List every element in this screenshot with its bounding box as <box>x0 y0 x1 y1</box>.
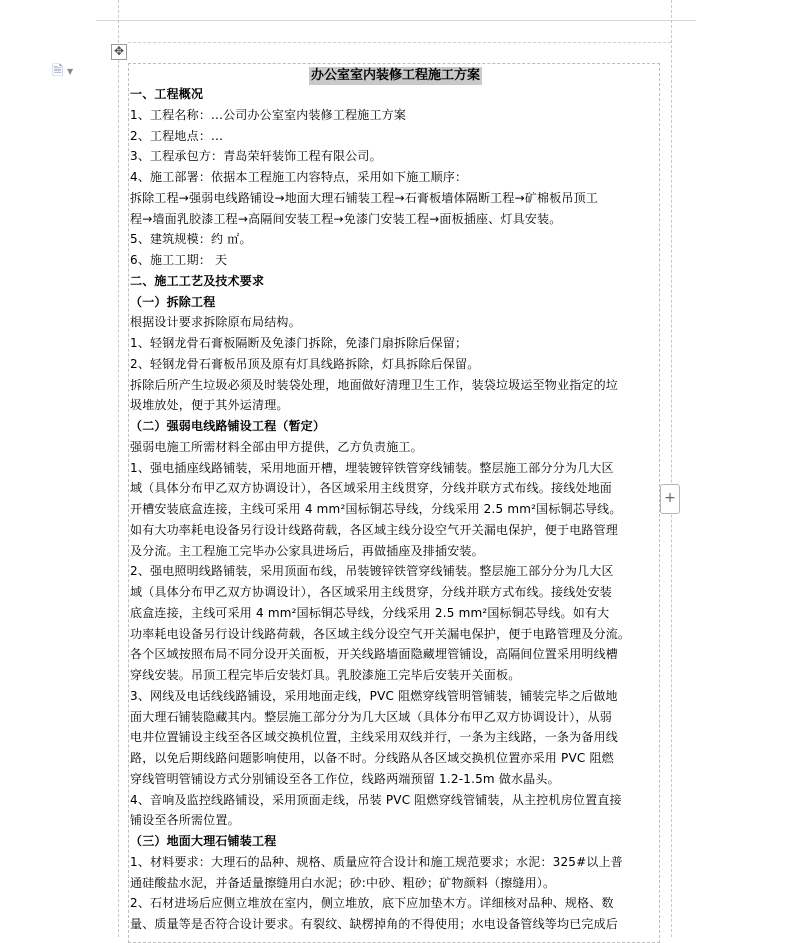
paragraph-line: 1、轻钢龙骨石膏板隔断及免漆门拆除，免漆门扇拆除后保留； <box>130 336 468 350</box>
paragraph-line: 各个区域按照布局不同分设开关面板，开关线路墙面隐藏埋管铺设，高隔间位置采用明线槽 <box>130 647 619 662</box>
paragraph-line: 功率耗电设备另行设计线路荷载，各区域主线分设空气开关漏电保护，便于电路管理及分流。 <box>130 626 631 641</box>
paragraph-line: 2、工程地点：... <box>130 128 224 143</box>
paragraph-line: 拆除后所产生垃圾必须及时装袋处理，地面做好清理卫生工作，装袋垃圾运至物业指定的垃 <box>130 377 619 392</box>
paragraph-line: 1、强电插座线路铺装，采用地面开槽，埋装镀锌铁管穿线铺装。整层施工部分分为几大区 <box>130 460 614 475</box>
paragraph-line: 2、石材进场后应侧立堆放在室内，侧立堆放，底下应加垫木方。详细核对品种、规格、数 <box>130 896 614 911</box>
paragraph-line: 6、施工工期： 天 <box>130 253 228 267</box>
add-row-button[interactable]: + <box>660 484 680 514</box>
paragraph-line: 开槽安装底盒连接，主线可采用 4 mm²国标铜芯导线，分线采用 2.5 mm²国标铜芯导线。 <box>130 502 622 516</box>
paragraph-line: 4、音响及监控线路铺设，采用顶面走线，吊装 PVC 阻燃穿线管铺装，从主控机房位置直接 <box>130 792 622 807</box>
section-heading: （二）强弱电线路铺设工程（暂定） <box>130 419 326 433</box>
paragraph-line: 3、网线及电话线线路铺设，采用地面走线，PVC 阻燃穿线管明管铺装，铺装完毕之后做地 <box>130 688 618 703</box>
paragraph-line: 域（具体分布甲乙双方协调设计），各区域采用主线贯穿，分线并联方式布线。接线处安装 <box>130 585 613 599</box>
document-body[interactable] <box>130 63 661 935</box>
section-heading: （三）地面大理石铺装工程 <box>130 834 277 848</box>
paragraph-line: 4、施工部署：依据本工程施工内容特点，采用如下施工顺序： <box>130 170 468 184</box>
paragraph-line: 通硅酸盐水泥，并备适量擦缝用白水泥；砂:中砂、粗砂；矿物颜料（擦缝用）。 <box>130 875 556 890</box>
section-heading: 一、工程概况 <box>130 87 204 101</box>
document-icon: 🗎 <box>52 63 64 79</box>
document-outline-button[interactable] <box>52 63 74 79</box>
paragraph-line: 5、建筑规模：约 ㎡。 <box>130 232 252 247</box>
section-heading: （一）拆除工程 <box>130 294 216 309</box>
page-margin-left <box>118 0 119 937</box>
paragraph-line: 穿线管明管铺设方式分别铺设至各工作位，线路两端预留 1.2-1.5m 做水晶头。 <box>130 771 560 786</box>
paragraph-line: 拆除工程→强弱电线路铺设→地面大理石铺装工程→石膏板墙体隔断工程→矿棉板吊顶工 <box>130 190 599 205</box>
chevron-down-icon: ▼ <box>67 67 74 76</box>
paragraph-line: 程→墙面乳胶漆工程→高隔间安装工程→免漆门安装工程→面板插座、灯具安装。 <box>130 211 562 226</box>
paragraph-line: 底盒连接，主线可采用 4 mm²国标铜芯导线，分线采用 2.5 mm²国标铜芯导线。如有大 <box>130 605 610 620</box>
paragraph-line: 圾堆放处，便于其外运清理。 <box>130 398 289 413</box>
paragraph-line: 穿线安装。吊顶工程完毕后安装灯具。乳胶漆施工完毕后安装开关面板。 <box>130 668 521 682</box>
paragraph-line: 域（具体分布甲乙双方协调设计），各区域采用主线贯穿，分线并联方式布线。接线处地面 <box>130 481 613 496</box>
paragraph-line: 铺设至各所需位置。 <box>130 813 240 828</box>
paragraph-line: 如有大功率耗电设备另行设计线路荷载，各区域主线分设空气开关漏电保护，便于电路管理 <box>130 522 619 537</box>
paragraph-line: 根据设计要求拆除原布局结构。 <box>130 315 301 330</box>
paragraph-line: 及分流。主工程施工完毕办公家具进场后，再做插座及排插安装。 <box>130 543 484 558</box>
paragraph-line: 强弱电施工所需材料全部由甲方提供，乙方负责施工。 <box>130 439 423 454</box>
document-lines <box>130 84 661 935</box>
paragraph-line: 路，以免后期线路问题影响使用，以备不时。分线路从各区域交换机位置亦采用 PVC 阻燃 <box>130 751 614 765</box>
paragraph-line: 量、质量等是否符合设计要求。有裂纹、缺楞掉角的不得使用；水电设备管线等均已完成后 <box>130 917 619 931</box>
paragraph-line: 电井位置铺设主线至各区域交换机位置，主线采用双线并行，一条为主线路，一条为备用线 <box>130 730 619 745</box>
paragraph-line: 面大理石铺装隐藏其内。整层施工部分分为几大区域（具体分布甲乙双方协调设计），从弱 <box>130 709 613 724</box>
page-top-rule <box>96 20 696 21</box>
page-margin-right <box>671 0 672 937</box>
paragraph-line: 1、材料要求：大理石的品种、规格、质量应符合设计和施工规范要求；水泥：325#以上普 <box>130 854 623 869</box>
paragraph-line: 2、强电照明线路铺装，采用顶面布线，吊装镀锌铁管穿线铺装。整层施工部分分为几大区 <box>130 564 614 579</box>
document-title <box>130 63 661 84</box>
text-frame-top-edge <box>128 42 671 43</box>
move-handle-icon[interactable]: ✥ <box>111 44 127 60</box>
section-heading: 二、施工工艺及技术要求 <box>130 273 265 288</box>
paragraph-line: 2、轻钢龙骨石膏板吊顶及原有灯具线路拆除，灯具拆除后保留。 <box>130 356 480 371</box>
paragraph-line: 3、工程承包方：青岛荣轩装饰工程有限公司。 <box>130 149 382 164</box>
paragraph-line: 1、工程名称：...公司办公室室内装修工程施工方案 <box>130 107 407 122</box>
document-title-text: 办公室室内装修工程施工方案 <box>310 68 480 83</box>
